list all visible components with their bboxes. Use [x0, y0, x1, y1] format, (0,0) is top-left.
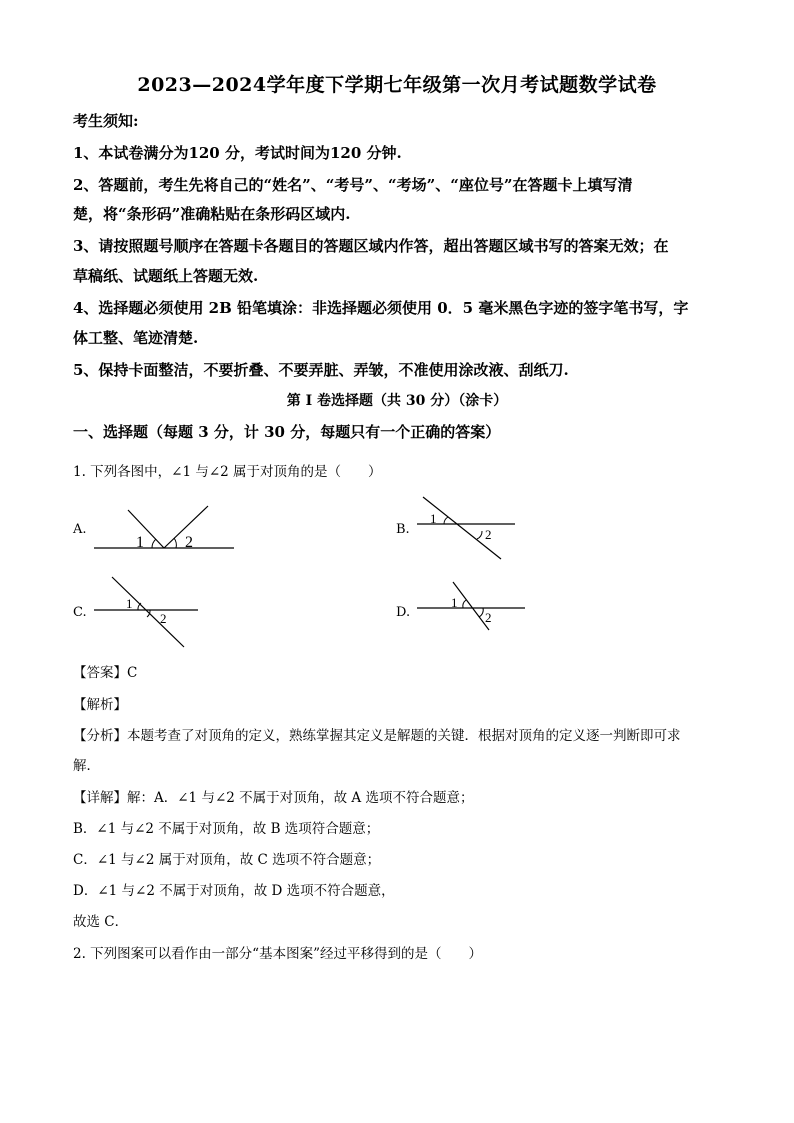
- part-title: 第 I 卷选择题（共 30 分）（涂卡）: [286, 393, 508, 409]
- angle-label-2: 2: [160, 611, 167, 626]
- transversal: [112, 577, 184, 647]
- angle-label-1: 1: [126, 596, 133, 611]
- analysis-line: 故选 C．: [73, 914, 129, 930]
- angle-arc-1: [138, 603, 141, 610]
- option-b-label: B.: [396, 522, 410, 537]
- answer-line: 【答案】C: [73, 665, 138, 681]
- notice-line: 草稿纸、试题纸上答题无效.: [73, 267, 259, 285]
- notice-line: 体工整、笔迹清楚.: [73, 329, 199, 347]
- angle-label-1: 1: [136, 534, 144, 551]
- angle-arc-1: [152, 539, 156, 548]
- notice-line: 3、请按照题号顺序在答题卡各题目的答题区域内作答，超出答题区域书写的答案无效；在: [73, 237, 669, 255]
- analysis-line: 解．: [73, 758, 100, 774]
- question-1-stem: 1. 下列各图中，∠1 与∠2 属于对顶角的是（ ）: [73, 464, 382, 480]
- notice-line: 1、本试卷满分为120 分，考试时间为120 分钟.: [73, 144, 402, 162]
- angle-label-2: 2: [485, 610, 492, 625]
- option-c-label: C.: [73, 605, 87, 620]
- analysis-line: 【分析】本题考查了对顶角的定义，熟练掌握其定义是解题的关键．根据对顶角的定义逐一判断即可求: [73, 728, 681, 744]
- option-a-figure: [90, 500, 240, 555]
- option-d-label: D.: [396, 605, 411, 620]
- angle-label-2: 2: [185, 534, 193, 551]
- analysis-line: B．∠1 与∠2 不属于对顶角，故 B 选项符合题意；: [73, 821, 380, 837]
- transversal: [453, 582, 489, 630]
- ray-left: [128, 510, 164, 548]
- section-heading: 一、选择题（每题 3 分，计 30 分，每题只有一个正确的答案）: [73, 423, 501, 441]
- analysis-line: C．∠1 与∠2 属于对顶角，故 C 选项不符合题意；: [73, 852, 381, 868]
- notice-line: 4、选择题必须使用 2B 铅笔填涂：非选择题必须使用 0．5 毫米黑色字迹的签字笔书写，字: [73, 299, 689, 317]
- notice-line: 2、答题前，考生先将自己的“姓名”、“考号”、“考场”、“座位号”在答题卡上填写清: [73, 176, 633, 194]
- analysis-label: 【解析】: [73, 697, 127, 713]
- question-2-stem: 2. 下列图案可以看作由一部分“基本图案”经过平移得到的是（ ）: [73, 946, 482, 962]
- notice-line: 楚，将“条形码”准确粘贴在条形码区域内.: [73, 205, 351, 223]
- angle-arc-2: [479, 608, 483, 617]
- notice-line: 5、保持卡面整洁，不要折叠、不要弄脏、弄皱，不准使用涂改液、刮纸刀.: [73, 361, 569, 379]
- angle-label-1: 1: [451, 595, 458, 610]
- option-d-figure: [415, 580, 530, 635]
- angle-arc-2: [174, 538, 176, 548]
- angle-arc-1: [463, 600, 466, 608]
- notice-heading: 考生须知:: [73, 112, 139, 130]
- angle-label-2: 2: [485, 527, 492, 542]
- angle-arc-1: [444, 517, 448, 524]
- page-title: 2023—2024学年度下学期七年级第一次月考试题数学试卷: [137, 74, 657, 96]
- angle-arc-2: [477, 531, 482, 539]
- angle-label-1: 1: [430, 511, 437, 526]
- option-b-figure: [415, 495, 525, 565]
- option-c-figure: [92, 575, 202, 650]
- analysis-line: D．∠1 与∠2 不属于对顶角，故 D 选项不符合题意，: [73, 883, 395, 899]
- analysis-line: 【详解】解：A．∠1 与∠2 不属于对顶角，故 A 选项不符合题意；: [73, 790, 474, 806]
- option-a-label: A.: [73, 522, 87, 537]
